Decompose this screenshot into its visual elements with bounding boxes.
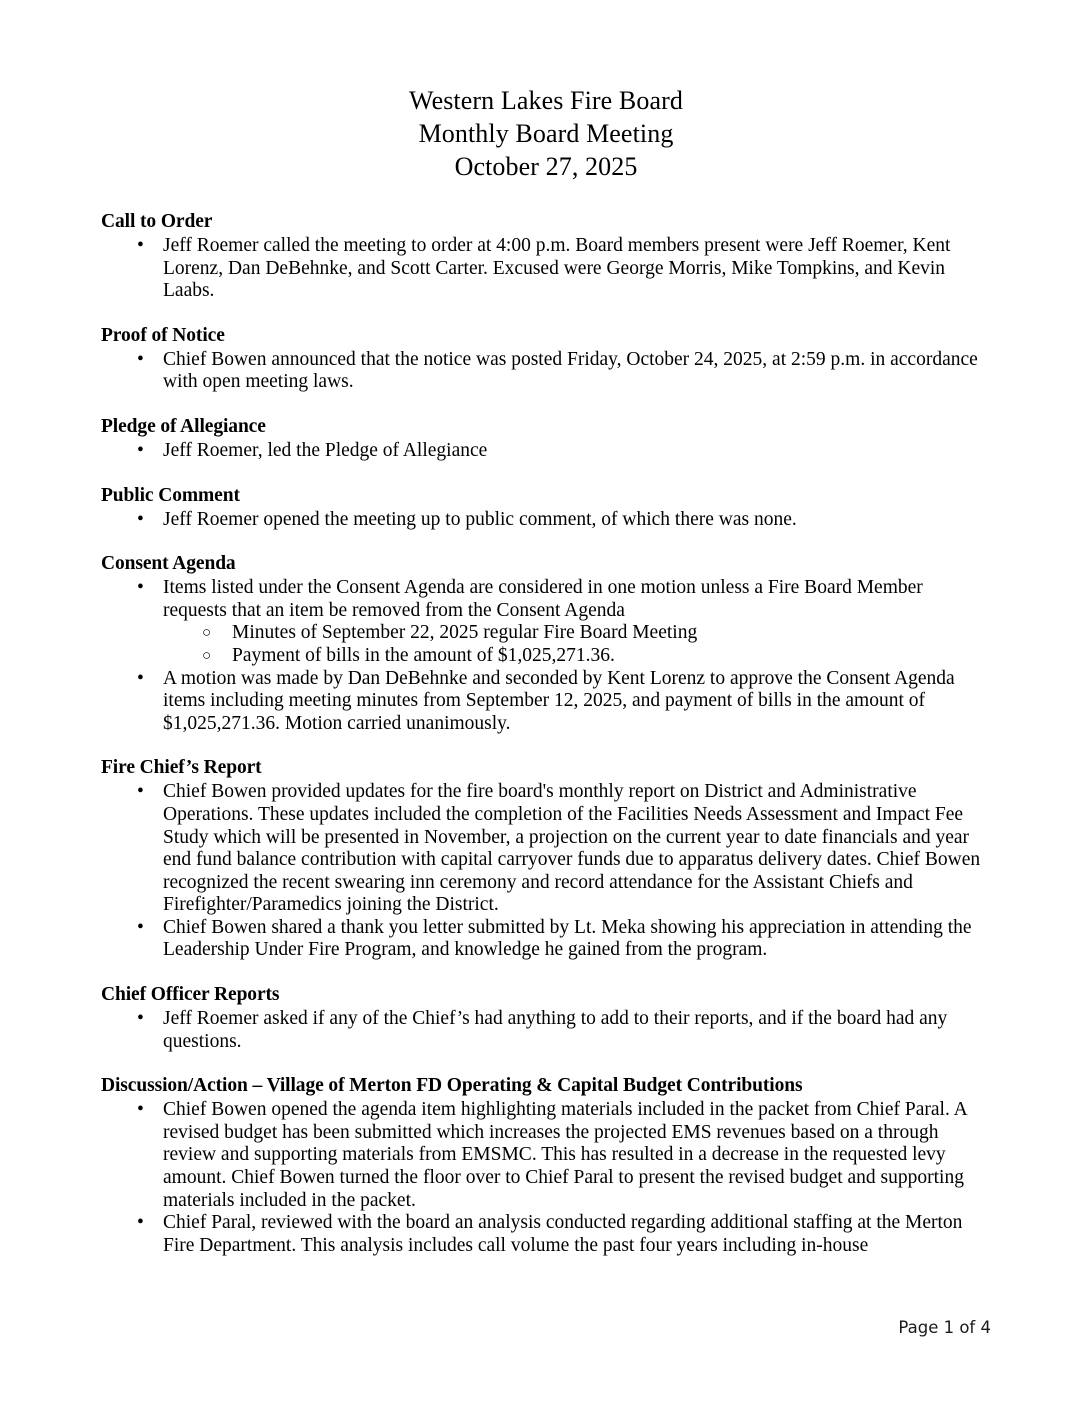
subbullet-marker-icon: ○ <box>202 625 212 642</box>
document-section <box>101 324 991 394</box>
title-line-date: October 27, 2025 <box>454 152 638 181</box>
section-heading: Discussion/Action – Village of Merton FD Operating & Capital Budget Contributions <box>101 1075 803 1097</box>
bullet-marker-icon: • <box>137 348 144 370</box>
title-line-meeting-type: Monthly Board Meeting <box>418 119 674 148</box>
bullet-list <box>101 440 991 463</box>
bullet-marker-icon: • <box>137 1008 144 1030</box>
bullet-item <box>101 235 991 303</box>
bullet-item <box>101 440 991 463</box>
bullet-marker-icon: • <box>137 916 144 938</box>
section-heading: Consent Agenda <box>101 553 236 575</box>
bullet-list <box>101 1008 991 1053</box>
bullet-text: Chief Bowen shared a thank you letter submitted by Lt. Meka showing his appreciation in attending the Leadership Under Fire Program, and knowledge he gained from the program. <box>163 916 972 961</box>
bullet-text: Jeff Roemer asked if any of the Chief’s had anything to add to their reports, and if the board had any questions. <box>163 1008 948 1052</box>
bullet-item <box>101 1212 991 1257</box>
bullet-item <box>101 668 991 736</box>
bullet-text: Jeff Roemer, led the Pledge of Allegiance <box>163 439 488 461</box>
bullet-item <box>101 1008 991 1053</box>
bullet-marker-icon: • <box>137 667 144 689</box>
section-heading: Pledge of Allegiance <box>101 415 266 437</box>
bullet-item <box>101 577 991 667</box>
bullet-item <box>101 917 991 962</box>
bullet-text: Chief Paral, reviewed with the board an analysis conducted regarding additional staffing at the Merton Fire Department. This analysis includes call volume the past four years including in-house <box>163 1212 963 1256</box>
bullet-marker-icon: • <box>137 577 144 599</box>
bullet-text: Jeff Roemer opened the meeting up to public comment, of which there was none. <box>163 508 797 530</box>
bullet-text: Chief Bowen provided updates for the fire board's monthly report on District and Administrative Operations. These updates included the completion of the Facilities Needs Assessment and Impact Fee Study which will be presented in November, a projection on the current year to date financials and year end fund balance contribution with capital carryover funds due to apparatus delivery dates. Chief Bowen recognized the recent swearing inn ceremony and record attendance for the Assistant Chiefs and Firefighter/Paramedics joining the District. <box>163 781 981 916</box>
section-heading: Call to Order <box>101 211 213 232</box>
document-section <box>101 552 991 735</box>
subbullet-text: Minutes of September 22, 2025 regular Fire Board Meeting <box>232 622 698 644</box>
section-heading: Fire Chief’s Report <box>101 757 262 779</box>
subbullet-text: Payment of bills in the amount of $1,025,271.36. <box>232 644 615 666</box>
title-line-organization: Western Lakes Fire Board <box>409 86 683 115</box>
subbullet-marker-icon: ○ <box>202 647 212 664</box>
subbullet-list <box>163 622 991 667</box>
bullet-item <box>101 509 991 532</box>
section-heading: Public Comment <box>101 484 240 506</box>
bullet-text: Jeff Roemer called the meeting to order at 4:00 p.m. Board members present were Jeff Roemer, Kent Lorenz, Dan DeBehnke, and Scott Carter. Excused were George Morris, Mike Tompkins, and Kevin Laabs. <box>163 235 951 302</box>
bullet-text: Chief Bowen opened the agenda item highlighting materials included in the packet from Chief Paral. A revised budget has been submitted which increases the projected EMS revenues based on a through review and supporting materials from EMSMC. This has resulted in a decrease in the requested levy amount. Chief Bowen turned the floor over to Chief Paral to present the revised budget and supporting materials included in the packet. <box>163 1099 967 1211</box>
document-title <box>101 84 991 183</box>
bullet-item <box>101 1099 991 1212</box>
document-section <box>101 1074 991 1257</box>
bullet-marker-icon: • <box>137 235 144 256</box>
bullet-marker-icon: • <box>137 439 144 461</box>
document-section <box>101 210 991 303</box>
bullet-marker-icon: • <box>137 1212 144 1234</box>
sections-container <box>101 210 991 1257</box>
document-section <box>101 983 991 1053</box>
bullet-marker-icon: • <box>137 781 144 803</box>
document-section <box>101 756 991 962</box>
document-body <box>101 84 991 1257</box>
bullet-list <box>101 1099 991 1257</box>
bullet-text: A motion was made by Dan DeBehnke and seconded by Kent Lorenz to approve the Consent Agenda items including meeting minutes from September 12, 2025, and payment of bills in the amount of $1,025,271.36. Motion carried unanimously. <box>163 667 955 734</box>
subbullet-item <box>163 622 991 645</box>
bullet-list <box>101 509 991 532</box>
bullet-list <box>101 781 991 962</box>
subbullet-item <box>163 645 991 668</box>
bullet-item <box>101 781 991 917</box>
page-footer: Page 1 of 4 <box>898 1318 991 1337</box>
section-heading: Proof of Notice <box>101 324 225 346</box>
bullet-list <box>101 235 991 303</box>
bullet-marker-icon: • <box>137 1099 144 1121</box>
document-section <box>101 415 991 463</box>
bullet-item <box>101 349 991 394</box>
section-heading: Chief Officer Reports <box>101 984 280 1006</box>
bullet-marker-icon: • <box>137 508 144 530</box>
bullet-text: Items listed under the Consent Agenda are considered in one motion unless a Fire Board Member requests that an item be removed from the Consent Agenda <box>163 577 923 621</box>
document-section <box>101 484 991 532</box>
bullet-list <box>101 349 991 394</box>
bullet-list <box>101 577 991 735</box>
bullet-text: Chief Bowen announced that the notice was posted Friday, October 24, 2025, at 2:59 p.m. in accordance with open meeting laws. <box>163 348 978 393</box>
